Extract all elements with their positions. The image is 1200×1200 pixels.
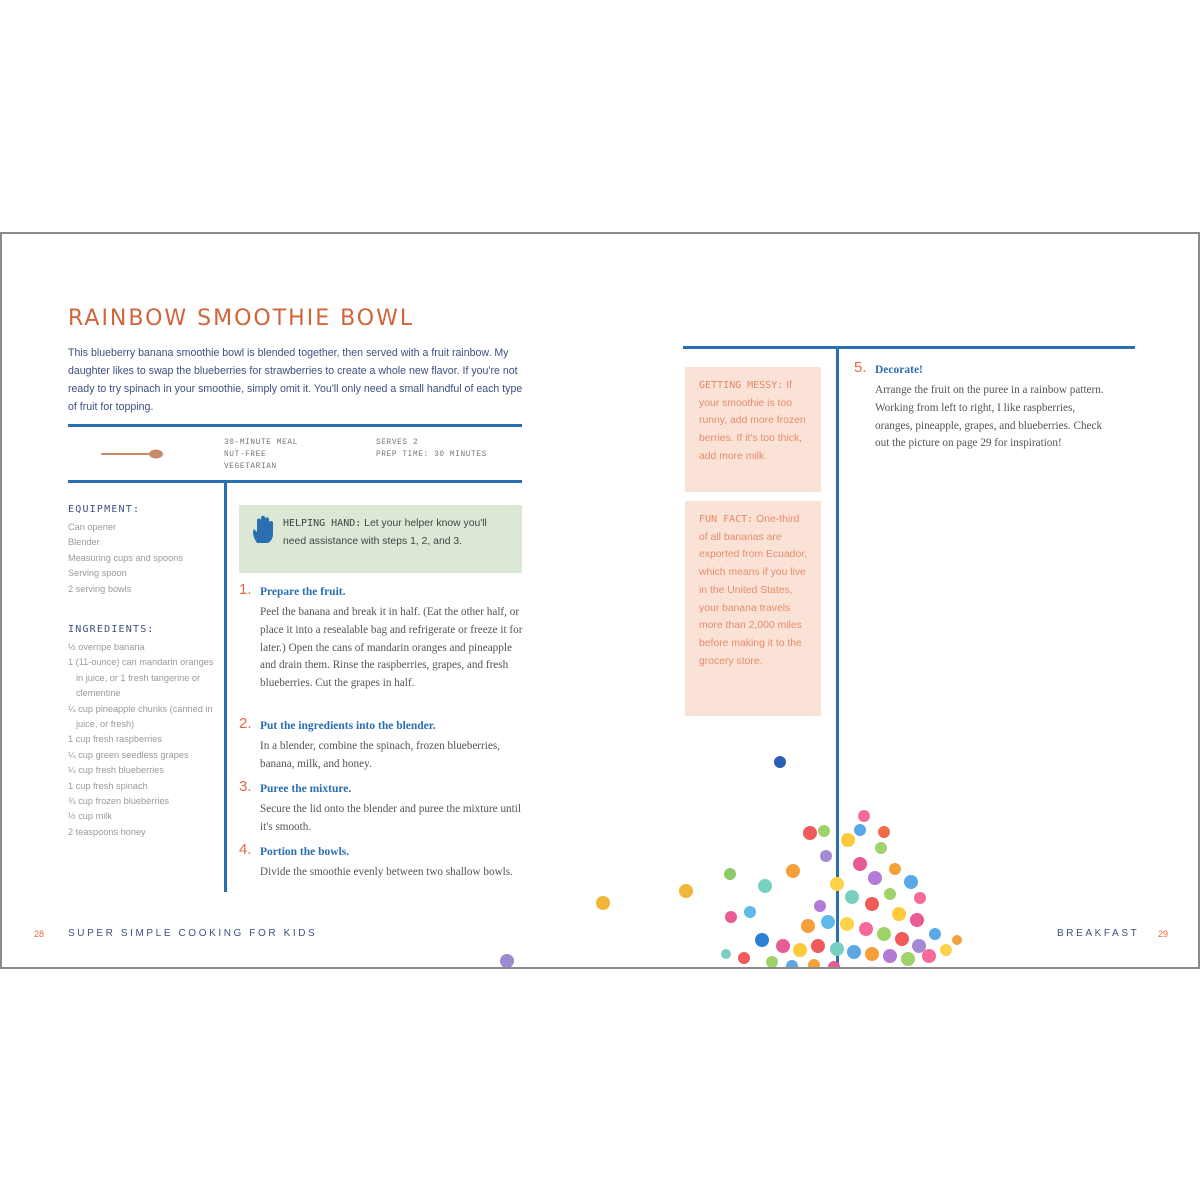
right-page-number: 29 xyxy=(1158,929,1169,939)
step-heading: Puree the mixture. xyxy=(260,783,352,795)
list-item: ¾ cup frozen blueberries xyxy=(68,796,170,807)
list-item: Can opener xyxy=(68,522,117,532)
list-item: Blender xyxy=(68,537,100,548)
equipment-heading: EQUIPMENT: xyxy=(68,504,141,515)
step-heading: Prepare the fruit. xyxy=(260,586,346,598)
meta-item: SERVES 2 xyxy=(376,439,419,447)
list-item: 1 cup fresh raspberries xyxy=(68,734,162,745)
meta-item: 30-MINUTE MEAL xyxy=(224,439,298,447)
meta-item: NUT-FREE xyxy=(224,451,267,459)
list-item: Serving spoon xyxy=(68,568,127,579)
list-item: 1 (11-ounce) can mandarin oranges in juice, or 1 fresh tangerine or clementine xyxy=(68,657,214,699)
list-item: 2 serving bowls xyxy=(68,583,132,594)
tip-text: One-third of all bananas are exported from Ecuador, which means if you live in the United States, your banana travels more than 2,000 miles before making it to the grocery store. xyxy=(699,514,808,667)
recipe-intro: This blueberry banana smoothie bowl is blended together, then served with a fruit rainbow. My daughter likes to swap the blueberries for strawberries to create a whole new flavor. If you're not ready to try spinach in your smoothie, simply omit it. You'll only need a small handful of each type of fruit for topping. xyxy=(68,347,523,413)
list-item: 1 cup fresh spinach xyxy=(68,780,148,791)
helping-hand-text: Let your helper know you'll need assistance with steps 1, 2, and 3. xyxy=(283,518,487,547)
step-body: Peel the banana and break it in half. (Eat the other half, or place it into a resealable bag and refrigerate or freeze it for later.) Open the cans of mandarin oranges and pineapple and drain them. Rinse the raspberries, grapes, and fresh blueberries. Cut the grapes in half. xyxy=(260,606,523,690)
step-body: Divide the smoothie evenly between two shallow bowls. xyxy=(260,866,513,878)
step-body: In a blender, combine the spinach, frozen blueberries, banana, milk, and honey. xyxy=(260,740,500,770)
step-heading: Put the ingredients into the blender. xyxy=(260,720,436,732)
list-item: ¼ cup fresh blueberries xyxy=(68,765,165,776)
step-number: 2. xyxy=(239,715,252,732)
step-number: 1. xyxy=(239,581,252,598)
list-item: Measuring cups and spoons xyxy=(68,552,183,563)
fruit-sprinkles-illustration xyxy=(2,234,1198,967)
step-heading: Decorate! xyxy=(875,364,923,376)
meta-item: PREP TIME: 30 MINUTES xyxy=(376,451,487,459)
step-number: 3. xyxy=(239,778,252,795)
left-page-number: 28 xyxy=(34,929,45,939)
ingredients-heading: INGREDIENTS: xyxy=(68,624,155,635)
tip-text: If your smoothie is too runny, add more frozen berries. If it's too thick, add more milk. xyxy=(699,380,806,462)
book-spread xyxy=(0,232,1200,969)
tip-tag: GETTING MESSY: xyxy=(699,380,784,391)
right-running-head: BREAKFAST xyxy=(1057,928,1140,939)
list-item: ¼ cup pineapple chunks (canned in juice, or fresh) xyxy=(68,703,213,730)
step-body: Secure the lid onto the blender and puree the mixture until it's smooth. xyxy=(260,803,521,833)
recipe-title: RAINBOW SMOOTHIE BOWL xyxy=(68,306,415,331)
list-item: ½ overripe banana xyxy=(68,642,145,652)
list-item: 2 teaspoons honey xyxy=(68,826,146,837)
tip-tag: FUN FACT: xyxy=(699,514,754,525)
step-number: 5. xyxy=(854,359,867,376)
left-running-head: SUPER SIMPLE COOKING FOR KIDS xyxy=(68,928,318,939)
list-item: ½ cup milk xyxy=(68,811,112,822)
step-body: Arrange the fruit on the puree in a rainbow pattern. Working from left to right, I like raspberries, oranges, pineapple, grapes, and blueberries. Check out the picture on page 29 for inspiration! xyxy=(875,384,1104,450)
list-item: ¼ cup green seedless grapes xyxy=(68,749,189,760)
helping-hand-tag: HELPING HAND: xyxy=(283,518,362,529)
meta-item: VEGETARIAN xyxy=(224,463,277,471)
step-heading: Portion the bowls. xyxy=(260,846,350,858)
step-number: 4. xyxy=(239,841,252,858)
